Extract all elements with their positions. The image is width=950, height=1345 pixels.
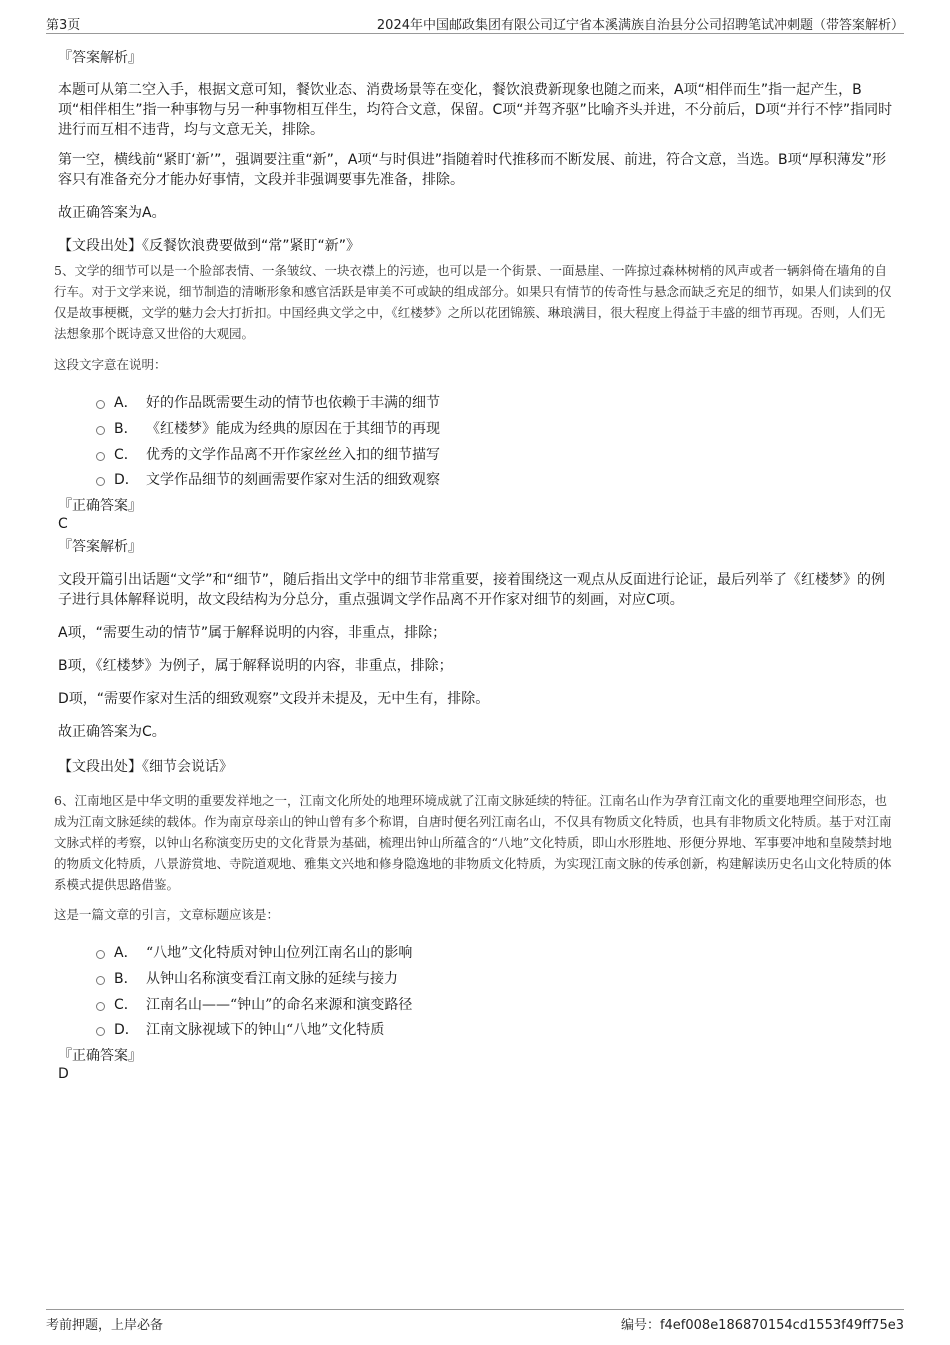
analysis-paragraph: B项，《红楼梦》为例子，属于解释说明的内容，非重点，排除； bbox=[58, 658, 453, 674]
option-text: 江南名山——“钟山”的命名来源和演变路径 bbox=[146, 997, 413, 1013]
correct-answer-label: 『正确答案』 bbox=[58, 1048, 142, 1064]
answer-conclusion: 故正确答案为C。 bbox=[58, 724, 166, 740]
header-divider bbox=[46, 33, 904, 34]
correct-answer-value: C bbox=[58, 516, 68, 532]
radio-icon[interactable] bbox=[96, 950, 105, 959]
document-title: 2024年中国邮政集团有限公司辽宁省本溪满族自治县分公司招聘笔试冲刺题（带答案解析） bbox=[376, 18, 904, 33]
radio-icon[interactable] bbox=[96, 976, 105, 985]
analysis-paragraph: 文段开篇引出话题“文学”和“细节”，随后指出文学中的细节非常重要，接着围绕这一观点从反面进行论证，最后列举了《红楼梦》的例子进行具体解释说明，故文段结构为分总分，重点强调文学作品离不开作家对细节的刻画，对应C项。 bbox=[58, 572, 886, 608]
option-text: 好的作品既需要生动的情节也依赖于丰满的细节 bbox=[146, 395, 440, 411]
question-stem: 6、江南地区是中华文明的重要发祥地之一，江南文化所处的地理环境成就了江南文脉延续的特征。江南名山作为孕育江南文化的重要地理空间形态，也成为江南文脉延续的载体。作为南京母亲山的钟山曾有多个称谓，自唐时便名列江南名山，不仅具有物质文化特质，也具有非物质文化特质。基于对江南文脉式样的考察，以钟山名称演变历史的文化背景为基础，梳理出钟山所蕴含的“八地”文化特质，即山水形胜地、形便分界地、军事要冲地和皇陵禁封地的物质文化特质，八景游赏地、寺院道观地、雅集文兴地和修身隐逸地的非物质文化特质，为实现江南文脉的传承创新，构建解读历史名山文化特质的体系模式提供思路借鉴。 bbox=[54, 793, 892, 892]
answer-conclusion: 故正确答案为A。 bbox=[58, 205, 166, 221]
radio-icon[interactable] bbox=[96, 1027, 105, 1036]
option-c[interactable] bbox=[96, 994, 412, 1014]
option-text: 优秀的文学作品离不开作家丝丝入扣的细节描写 bbox=[146, 447, 440, 463]
analysis-label: 『答案解析』 bbox=[58, 539, 142, 555]
option-text: 从钟山名称演变看江南文脉的延续与接力 bbox=[146, 971, 398, 987]
option-a[interactable] bbox=[96, 942, 412, 962]
option-text: “八地”文化特质对钟山位列江南名山的影响 bbox=[146, 945, 413, 961]
correct-answer-value: D bbox=[58, 1066, 69, 1082]
radio-icon[interactable] bbox=[96, 400, 105, 409]
question-prompt: 这段文字意在说明： bbox=[54, 357, 167, 372]
option-letter: C． bbox=[114, 447, 138, 463]
source-citation: 【文段出处】《细节会说话》 bbox=[58, 759, 233, 775]
option-letter: C． bbox=[114, 997, 138, 1013]
analysis-paragraph: 第一空，横线前“紧盯‘新’”，强调要注重“新”，A项“与时俱进”指随着时代推移而不断发展、前进，符合文意，当选。B项“厚积薄发”形容只有准备充分才能办好事情，文段并非强调要事先准备，排除。 bbox=[58, 152, 887, 188]
option-letter: D． bbox=[114, 1022, 139, 1038]
analysis-label: 『答案解析』 bbox=[58, 50, 142, 66]
option-letter: B． bbox=[114, 971, 138, 987]
option-letter: D． bbox=[114, 472, 139, 488]
option-text: 文学作品细节的刻画需要作家对生活的细致观察 bbox=[146, 472, 440, 488]
radio-icon[interactable] bbox=[96, 452, 105, 461]
question-prompt: 这是一篇文章的引言，文章标题应该是： bbox=[54, 907, 280, 922]
option-b[interactable] bbox=[96, 968, 398, 988]
source-citation: 【文段出处】《反餐饮浪费要做到“常”紧盯“新”》 bbox=[58, 238, 361, 254]
option-letter: A． bbox=[114, 945, 138, 961]
option-d[interactable] bbox=[96, 1019, 384, 1039]
option-letter: A． bbox=[114, 395, 138, 411]
option-b[interactable] bbox=[96, 418, 440, 438]
question-stem: 5、文学的细节可以是一个脸部表情、一条皱纹、一块衣襟上的污迹，也可以是一个街景、一面悬崖、一阵掠过森林树梢的风声或者一辆斜倚在墙角的自行车。对于文学来说，细节制造的清晰形象和感官活跃是审美不可或缺的组成部分。如果只有情节的传奇性与悬念而缺乏充足的细节，如果人们读到的仅仅是故事梗概，文学的魅力会大打折扣。中国经典文学之中，《红楼梦》之所以花团锦簇、琳琅满目，很大程度上得益于丰盛的细节再现。否则，人们无法想象那个既诗意又世俗的大观园。 bbox=[54, 263, 892, 341]
option-text: 江南文脉视域下的钟山“八地”文化特质 bbox=[146, 1022, 385, 1038]
footer-slogan: 考前押题，上岸必备 bbox=[46, 1318, 164, 1333]
analysis-paragraph: 本题可从第二空入手，根据文意可知，餐饮业态、消费场景等在变化，餐饮浪费新现象也随之而来，A项“相伴而生”指一起产生，B项“相伴相生”指一种事物与另一种事物相互伴生，均符合文意，保留。C项“并驾齐驱”比喻齐头并进，不分前后，D项“并行不悖”指同时进行而互相不违背，均与文意无关，排除。 bbox=[58, 82, 893, 138]
document-id: 编号：f4ef008e186870154cd1553f49ff75e3 bbox=[620, 1318, 904, 1333]
page-number: 第3页 bbox=[46, 18, 81, 33]
option-text: 《红楼梦》能成为经典的原因在于其细节的再现 bbox=[146, 421, 440, 437]
radio-icon[interactable] bbox=[96, 426, 105, 435]
radio-icon[interactable] bbox=[96, 477, 105, 486]
option-letter: B． bbox=[114, 421, 138, 437]
correct-answer-label: 『正确答案』 bbox=[58, 498, 142, 514]
analysis-paragraph: A项，“需要生动的情节”属于解释说明的内容，非重点，排除； bbox=[58, 625, 447, 641]
footer-divider bbox=[46, 1309, 904, 1310]
analysis-paragraph: D项，“需要作家对生活的细致观察”文段并未提及，无中生有，排除。 bbox=[58, 691, 490, 707]
option-a[interactable] bbox=[96, 392, 440, 412]
option-c[interactable] bbox=[96, 444, 440, 464]
radio-icon[interactable] bbox=[96, 1002, 105, 1011]
option-d[interactable] bbox=[96, 469, 440, 489]
